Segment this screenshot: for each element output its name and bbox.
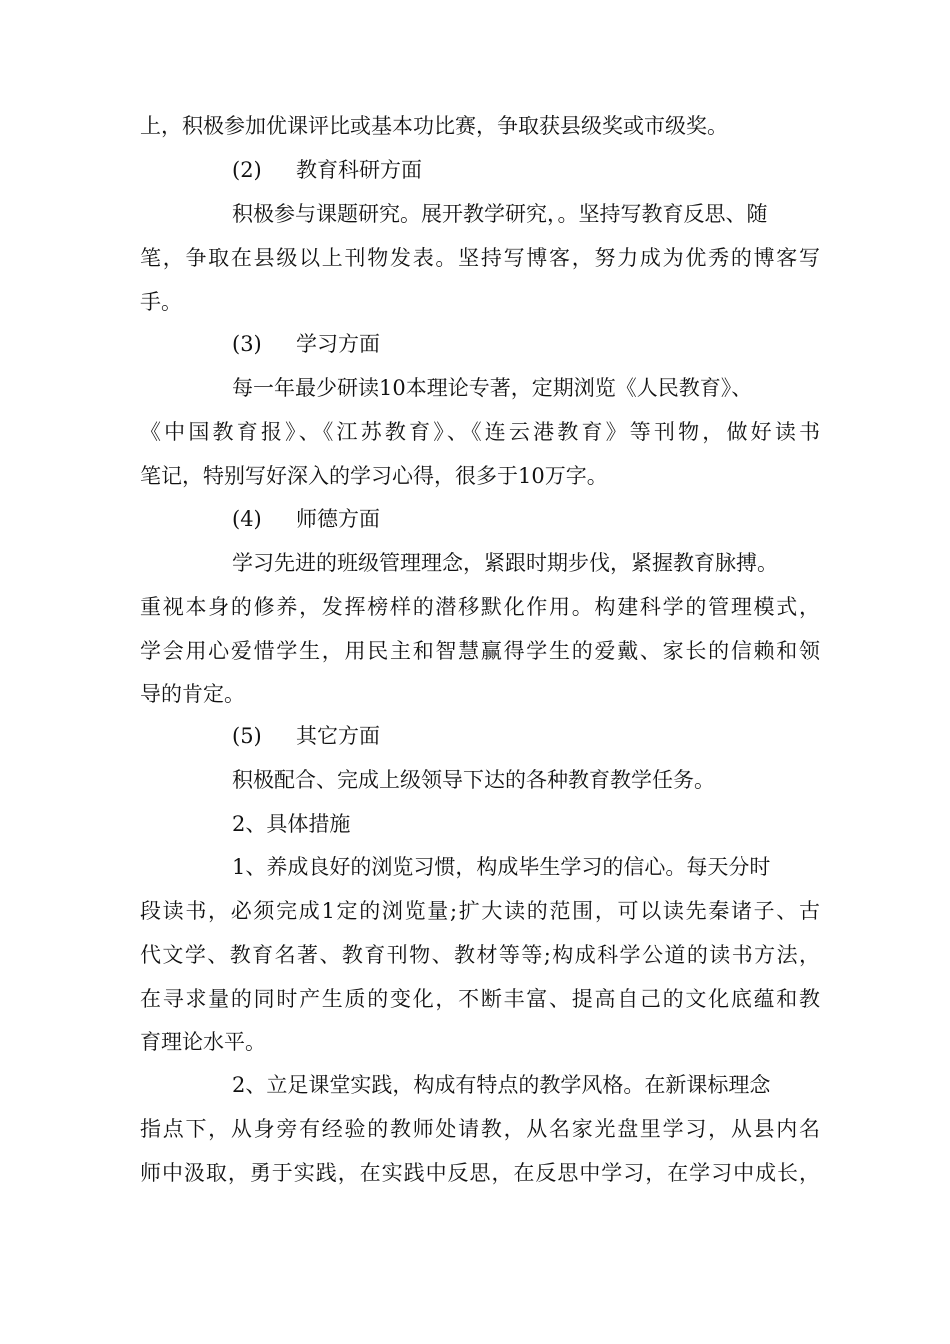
- section-number: (5): [232, 724, 262, 748]
- paragraph-line: 手。: [140, 290, 182, 314]
- paragraph-line: 学习先进的班级管理理念，紧跟时期步伐，紧握教育脉搏。: [232, 551, 778, 575]
- section-title: 其它方面: [296, 724, 380, 748]
- section-heading-3: [232, 330, 380, 358]
- paragraph-line: 1、养成良好的浏览习惯，构成毕生学习的信心。每天分时: [232, 855, 771, 879]
- section-heading-4: [232, 505, 380, 533]
- section-title: 教育科研方面: [296, 158, 422, 182]
- paragraph-line: 代文学、教育名著、教育刊物、教材等等;构成科学公道的读书方法，: [140, 943, 820, 967]
- paragraph-line: 指点下，从身旁有经验的教师处请教，从名家光盘里学习，从县内名: [140, 1117, 820, 1141]
- paragraph-line: 《中国教育报》、《江苏教育》、《连云港教育》等刊物，做好读书: [140, 420, 820, 444]
- subsection-title: 2、具体措施: [232, 812, 351, 836]
- paragraph-line: 笔记，特别写好深入的学习心得，很多于10万字。: [140, 464, 608, 488]
- section-title: 师德方面: [296, 507, 380, 531]
- section-number: (2): [232, 158, 262, 182]
- paragraph-line: 师中汲取，勇于实践，在实践中反思，在反思中学习，在学习中成长，: [140, 1161, 820, 1185]
- paragraph-line: 在寻求量的同时产生质的变化，不断丰富、提高自己的文化底蕴和教: [140, 987, 820, 1011]
- section-heading-2: [232, 156, 422, 184]
- section-heading-5: [232, 722, 380, 750]
- paragraph-line: 育理论水平。: [140, 1030, 266, 1054]
- paragraph-line: 积极配合、完成上级领导下达的各种教育教学任务。: [232, 768, 715, 792]
- section-number: (4): [232, 507, 262, 531]
- paragraph-line: 重视本身的修养，发挥榜样的潜移默化作用。构建科学的管理模式，: [140, 595, 820, 619]
- section-title: 学习方面: [296, 332, 380, 356]
- section-number: (3): [232, 332, 262, 356]
- paragraph-line: 笔，争取在县级以上刊物发表。坚持写博客，努力成为优秀的博客写: [140, 246, 820, 270]
- paragraph-line: 学会用心爱惜学生，用民主和智慧赢得学生的爱戴、家长的信赖和领: [140, 639, 820, 663]
- paragraph-line: 上，积极参加优课评比或基本功比赛，争取获县级奖或市级奖。: [140, 114, 728, 138]
- paragraph-line: 导的肯定。: [140, 682, 245, 706]
- paragraph-line: 每一年最少研读10本理论专著，定期浏览《人民教育》、: [232, 376, 753, 400]
- paragraph-line: 段读书，必须完成1定的浏览量;扩大读的范围，可以读先秦诸子、古: [140, 899, 820, 923]
- paragraph-line: 2、立足课堂实践，构成有特点的教学风格。在新课标理念: [232, 1073, 771, 1097]
- paragraph-line: 积极参与课题研究。展开教学研究，。坚持写教育反思、随: [232, 202, 768, 226]
